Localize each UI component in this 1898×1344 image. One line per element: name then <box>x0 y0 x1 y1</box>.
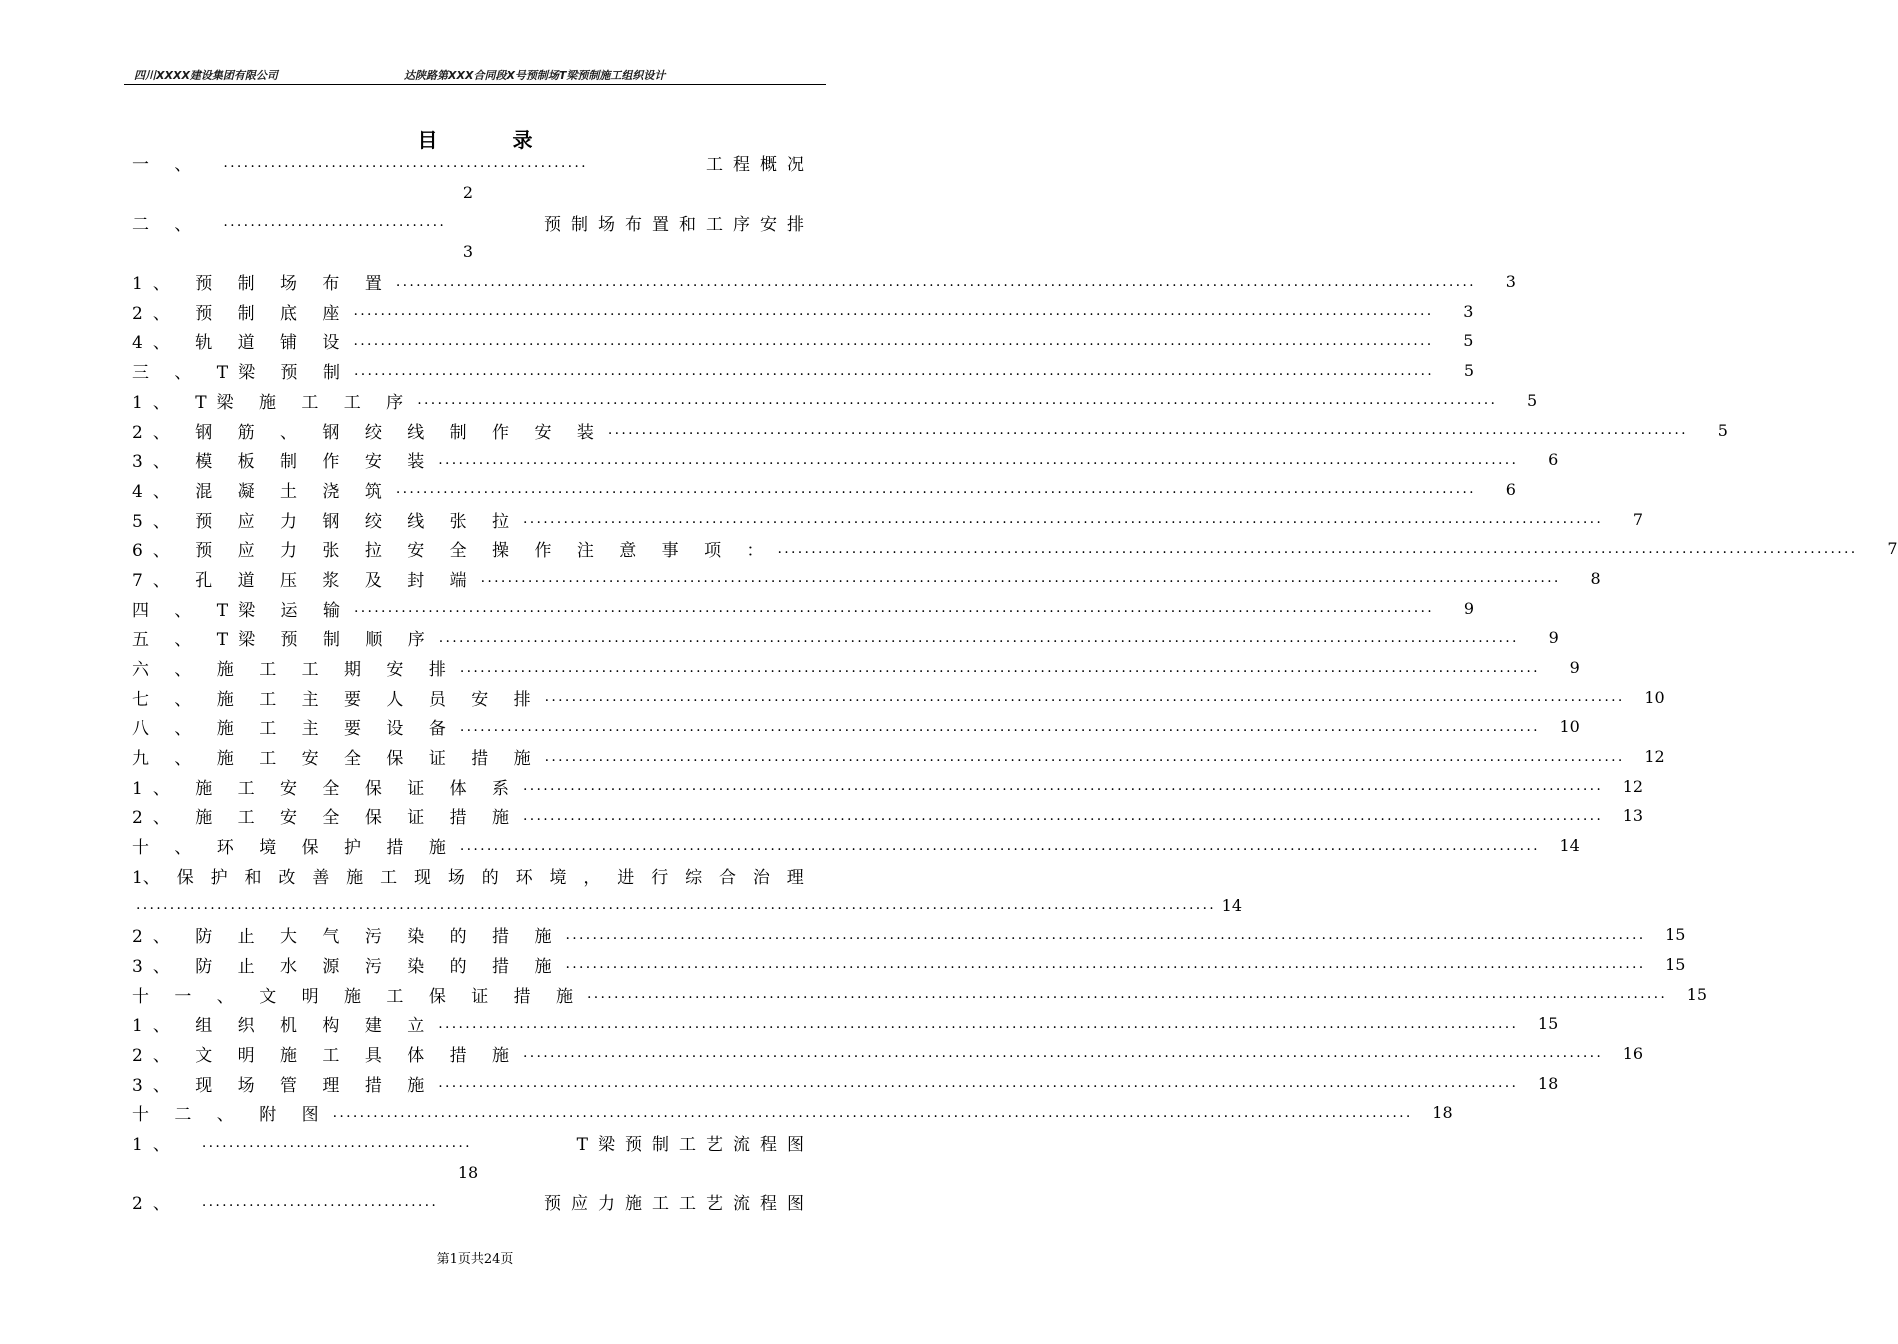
toc-entry-title: 预应力施工工艺流程图 <box>544 1194 814 1215</box>
toc-entry[interactable] <box>132 950 1686 980</box>
toc-entry[interactable] <box>132 386 1538 416</box>
toc-entry[interactable] <box>132 890 1243 920</box>
toc-entry[interactable] <box>132 267 1516 297</box>
toc-entry-label: 1、 组 织 机 构 建 立 <box>132 1016 435 1037</box>
toc-entry[interactable] <box>132 920 1686 950</box>
toc-page-number: 2 <box>462 183 474 203</box>
toc-leader-dots: ................................... <box>201 1193 439 1210</box>
toc-leader-dots: ................................................................................................................................................................ <box>523 778 1604 795</box>
page-footer: 第1页共24页 <box>436 1252 514 1267</box>
toc-leader-dots: ................................................................................................................................................................ <box>565 926 1646 943</box>
toc-page-number: 18 <box>1432 1103 1453 1123</box>
toc-leader-dots: ................................................................................................................................................................ <box>353 332 1434 349</box>
toc-leader-dots: ...................................................... <box>223 154 588 171</box>
toc-leader-dots: ................................................................................................................................................................ <box>353 362 1434 379</box>
toc-leader-dots: ................................................................................................................................................................ <box>587 986 1668 1003</box>
toc-leader-dots: ................................................................................................................................................................ <box>777 540 1858 557</box>
toc-page-number: 13 <box>1622 806 1644 826</box>
toc-entry-label: 十 、 环 境 保 护 措 施 <box>132 838 456 859</box>
toc-page-number: 12 <box>1622 776 1644 796</box>
toc-page-number: 3 <box>1505 272 1516 292</box>
header-company: 四川XXXX建设集团有限公司 <box>134 69 278 82</box>
toc-leader-dots: ................................................................................................................................................................ <box>136 897 1217 914</box>
toc-page-number: 3 <box>462 242 474 262</box>
toc-entry-label: 八 、 施 工 主 要 设 备 <box>132 719 456 740</box>
toc-entry-label: 3、 现 场 管 理 措 施 <box>132 1075 435 1096</box>
toc-entry-label: 2、 <box>132 1194 180 1215</box>
toc-entry-label: 1、 <box>132 1135 180 1156</box>
toc-page-number: 9 <box>1548 628 1559 648</box>
toc-entry-label: 2、 文 明 施 工 具 体 措 施 <box>132 1045 520 1066</box>
toc-page-number: 10 <box>1644 687 1665 707</box>
toc-page-number: 6 <box>1548 450 1559 470</box>
toc-page-number-line[interactable] <box>132 1157 804 1187</box>
toc-page-number: 12 <box>1644 747 1665 767</box>
toc-entry-label: 6、 预 应 力 张 拉 安 全 操 作 注 意 事 项 ： <box>132 541 774 562</box>
toc-entry-label: 五 、 T梁 预 制 顺 序 <box>132 630 435 651</box>
toc-entry[interactable] <box>132 771 1644 801</box>
toc-entry[interactable] <box>132 861 804 891</box>
header-project-title: 达陕路第XXX合同段X号预制场T梁预制施工组织设计 <box>404 69 666 82</box>
toc-entry[interactable] <box>132 445 1559 475</box>
toc-page-number: 18 <box>1537 1073 1559 1093</box>
toc-page-number: 7 <box>1632 509 1644 529</box>
toc-leader-dots: ................................................................................................................................................................ <box>459 718 1540 735</box>
toc-page-number: 15 <box>1665 954 1686 974</box>
toc-page-number: 18 <box>457 1162 479 1182</box>
toc-page-number-line[interactable] <box>132 178 804 208</box>
toc-leader-dots: ................................................................................................................................................................ <box>395 273 1476 290</box>
toc-entry-label: 2、 预 制 底 座 <box>132 303 350 324</box>
toc-entry-title: 预制场布置和工序安排 <box>544 214 814 235</box>
toc-leader-dots: ................................. <box>223 214 447 231</box>
toc-entry-title: T梁预制工艺流程图 <box>576 1135 814 1156</box>
toc-page-number: 7 <box>1887 539 1898 559</box>
toc-entry-label: 5、 预 应 力 钢 绞 线 张 拉 <box>132 511 520 532</box>
toc-leader-dots: ................................................................................................................................................................ <box>544 748 1625 765</box>
toc-page-number: 9 <box>1569 658 1580 678</box>
toc-leader-dots: ................................................................................................................................................................ <box>438 1075 1519 1092</box>
toc-entry-label: 七 、 施 工 主 要 人 员 安 排 <box>132 689 541 710</box>
toc-entry[interactable] <box>132 1068 1559 1098</box>
toc-entry[interactable] <box>132 593 1474 623</box>
toc-entry[interactable] <box>132 504 1644 534</box>
toc-entry[interactable] <box>132 1009 1559 1039</box>
toc-entry[interactable] <box>132 207 814 237</box>
toc-page-number: 14 <box>1221 895 1243 915</box>
toc-entry-label: 二 、 <box>132 214 202 235</box>
toc-leader-dots: ................................................................................................................................................................ <box>459 659 1540 676</box>
toc-page-number: 14 <box>1559 836 1580 856</box>
toc-entry[interactable] <box>132 296 1474 326</box>
toc-entry[interactable] <box>132 415 1728 445</box>
toc-entry-label: 十 二 、 附 图 <box>132 1105 329 1126</box>
toc-entry[interactable] <box>132 801 1644 831</box>
toc-leader-dots: ................................................................................................................................................................ <box>353 303 1434 320</box>
toc-leader-dots: ................................................................................................................................................................ <box>438 1015 1519 1032</box>
toc-entry-label: 4、 混 凝 土 浇 筑 <box>132 481 392 502</box>
toc-entry[interactable] <box>132 1039 1644 1069</box>
toc-leader-dots: ................................................................................................................................................................ <box>523 1045 1604 1062</box>
toc-entry-label: 2、 防 止 大 气 污 染 的 措 施 <box>132 927 562 948</box>
toc-page-number: 5 <box>1717 420 1728 440</box>
toc-entry[interactable] <box>132 682 1665 712</box>
toc-leader-dots: ................................................................................................................................................................ <box>459 837 1540 854</box>
toc-entry-label: 2、 钢 筋 、 钢 绞 线 制 作 安 装 <box>132 422 604 443</box>
toc-entry-label: 四 、 T梁 运 输 <box>132 600 350 621</box>
toc-leader-dots: ................................................................................................................................................................ <box>417 392 1498 409</box>
toc-entry[interactable] <box>132 1187 814 1217</box>
toc-leader-dots: ................................................................................................................................................................ <box>523 511 1604 528</box>
table-of-contents <box>132 148 1898 1217</box>
toc-leader-dots: ........................................ <box>201 1134 472 1151</box>
toc-entry[interactable] <box>132 979 1708 1009</box>
toc-page-number: 5 <box>1527 390 1538 410</box>
toc-leader-dots: ................................................................................................................................................................ <box>544 689 1625 706</box>
toc-entry[interactable] <box>132 831 1580 861</box>
toc-page-number: 15 <box>1686 984 1708 1004</box>
toc-entry-label: 1、 T梁 施 工 工 序 <box>132 392 414 413</box>
toc-leader-dots: ................................................................................................................................................................ <box>438 451 1519 468</box>
toc-entry[interactable] <box>132 623 1559 653</box>
page-header <box>124 66 826 85</box>
toc-page-number: 10 <box>1559 717 1580 737</box>
toc-entry-label: 2、 施 工 安 全 保 证 措 施 <box>132 808 520 829</box>
toc-entry[interactable] <box>132 1098 1453 1128</box>
toc-page-number: 3 <box>1463 301 1474 321</box>
toc-entry-label: 3、 模 板 制 作 安 装 <box>132 452 435 473</box>
toc-entry[interactable] <box>132 148 814 178</box>
toc-entry-label: 十 一 、 文 明 施 工 保 证 措 施 <box>132 986 584 1007</box>
toc-page-number: 5 <box>1463 331 1474 351</box>
toc-leader-dots: ................................................................................................................................................................ <box>395 481 1476 498</box>
toc-leader-dots: ................................................................................................................................................................ <box>565 956 1646 973</box>
toc-entry[interactable] <box>132 475 1516 505</box>
toc-page-number-line[interactable] <box>132 237 804 267</box>
toc-entry[interactable] <box>132 653 1580 683</box>
toc-title: 目 录 <box>417 128 567 152</box>
toc-page-number: 5 <box>1463 361 1474 381</box>
toc-entry-label: 九 、 施 工 安 全 保 证 措 施 <box>132 749 541 770</box>
toc-entry-label: 1、 施 工 安 全 保 证 体 系 <box>132 778 520 799</box>
toc-leader-dots: ................................................................................................................................................................ <box>480 570 1561 587</box>
toc-entry-label: 3、 防 止 水 源 污 染 的 措 施 <box>132 956 562 977</box>
toc-entry[interactable] <box>132 564 1601 594</box>
toc-entry-label: 1、 保 护 和 改 善 施 工 现 场 的 环 境 ， 进 行 综 合 治 理 <box>132 867 804 888</box>
toc-entry-label: 三 、 T梁 预 制 <box>132 363 350 384</box>
toc-leader-dots: ................................................................................................................................................................ <box>438 629 1519 646</box>
toc-entry[interactable] <box>132 534 1898 564</box>
toc-leader-dots: ................................................................................................................................................................ <box>353 600 1434 617</box>
toc-entry-label: 六 、 施 工 工 期 安 排 <box>132 660 456 681</box>
toc-leader-dots: ................................................................................................................................................................ <box>332 1104 1413 1121</box>
toc-entry[interactable] <box>132 356 1474 386</box>
toc-entry[interactable] <box>132 712 1580 742</box>
toc-entry-label: 1、 预 制 场 布 置 <box>132 274 392 295</box>
toc-entry[interactable] <box>132 326 1474 356</box>
toc-page-number: 15 <box>1537 1014 1559 1034</box>
toc-entry-title: 工程概况 <box>706 155 814 176</box>
toc-entry[interactable] <box>132 742 1665 772</box>
toc-page-number: 9 <box>1463 598 1474 618</box>
toc-leader-dots: ................................................................................................................................................................ <box>523 807 1604 824</box>
toc-page-number: 15 <box>1665 925 1686 945</box>
toc-page-number: 6 <box>1505 479 1516 499</box>
toc-page-number: 16 <box>1622 1043 1644 1063</box>
toc-entry-label: 4、 轨 道 铺 设 <box>132 333 350 354</box>
toc-leader-dots: ................................................................................................................................................................ <box>607 422 1688 439</box>
toc-entry-label: 一 、 <box>132 155 202 176</box>
toc-page-number: 8 <box>1590 568 1601 588</box>
toc-entry[interactable] <box>132 1128 814 1158</box>
toc-entry-label: 7、 孔 道 压 浆 及 封 端 <box>132 570 477 591</box>
